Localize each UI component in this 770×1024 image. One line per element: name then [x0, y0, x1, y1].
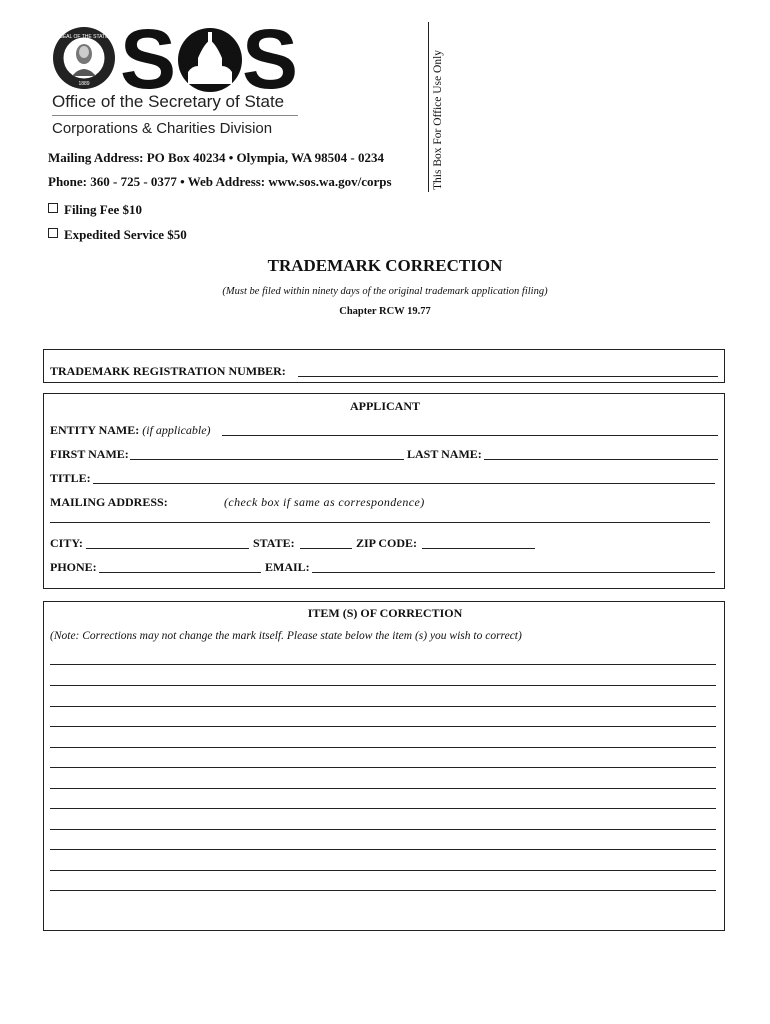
zip-code-label: ZIP CODE: — [356, 536, 418, 550]
correction-heading: ITEM (S) OF CORRECTION — [307, 606, 463, 620]
email-field[interactable] — [312, 572, 715, 573]
phone-web-address: Phone: 360 - 725 - 0377 • Web Address: www.sos.wa.gov/corps — [48, 174, 392, 189]
correction-line-1[interactable] — [50, 664, 716, 665]
phone-field[interactable] — [99, 572, 261, 573]
correction-line-7[interactable] — [50, 788, 716, 789]
expedited-option[interactable] — [48, 227, 187, 243]
form-title: TRADEMARK CORRECTION — [267, 256, 503, 275]
correction-line-2[interactable] — [50, 685, 716, 686]
same-as-correspondence-note[interactable]: (check box if same as correspondence) — [224, 495, 425, 509]
city-field[interactable] — [86, 548, 249, 549]
office-name: Office of the Secretary of State — [52, 92, 285, 111]
correction-section — [43, 601, 725, 931]
title-field[interactable] — [93, 483, 715, 484]
expedited-label: Expedited Service $50 — [64, 227, 187, 242]
email-label: EMAIL: — [265, 560, 310, 574]
state-field[interactable] — [300, 548, 352, 549]
filing-fee-checkbox[interactable] — [48, 203, 58, 213]
state-label: STATE: — [253, 536, 295, 550]
last-name-label: LAST NAME: — [407, 447, 482, 461]
correction-line-8[interactable] — [50, 808, 716, 809]
correction-note: (Note: Corrections may not change the mark itself. Please state below the item (s) you wish to correct) — [50, 630, 522, 642]
correction-line-9[interactable] — [50, 829, 716, 830]
mailing-address-field[interactable] — [50, 522, 710, 523]
entity-name-label: ENTITY NAME: (if applicable) — [50, 423, 211, 437]
filing-fee-option[interactable] — [48, 202, 142, 218]
registration-number-label: TRADEMARK REGISTRATION NUMBER: — [50, 364, 286, 378]
correction-line-6[interactable] — [50, 767, 716, 768]
title-label: TITLE: — [50, 471, 91, 485]
header-divider — [52, 115, 298, 116]
filing-fee-label: Filing Fee $10 — [64, 202, 142, 217]
correction-line-12[interactable] — [50, 890, 716, 891]
correction-line-5[interactable] — [50, 747, 716, 748]
form-subtitle: (Must be filed within ninety days of the original trademark application filing) — [222, 286, 548, 297]
correction-line-3[interactable] — [50, 706, 716, 707]
state-seal-logo — [52, 26, 116, 90]
registration-number-field[interactable] — [298, 376, 718, 377]
expedited-checkbox[interactable] — [48, 228, 58, 238]
first-name-field[interactable] — [130, 459, 404, 460]
office-use-box — [428, 22, 429, 192]
svg-text:S: S — [242, 22, 295, 94]
applicant-heading: APPLICANT — [349, 399, 420, 413]
entity-name-field[interactable] — [222, 435, 718, 436]
svg-text:SEAL OF THE STATE: SEAL OF THE STATE — [59, 34, 109, 40]
phone-label: PHONE: — [50, 560, 97, 574]
mailing-address: Mailing Address: PO Box 40234 • Olympia, WA 98504 - 0234 — [48, 150, 384, 165]
last-name-field[interactable] — [484, 459, 718, 460]
office-use-label: This Box For Office Use Only — [432, 49, 444, 190]
correction-line-11[interactable] — [50, 870, 716, 871]
first-name-label: FIRST NAME: — [50, 447, 129, 461]
city-label: CITY: — [50, 536, 83, 550]
zip-code-field[interactable] — [422, 548, 535, 549]
mailing-address-label: MAILING ADDRESS: — [50, 495, 168, 509]
sos-logo — [118, 22, 300, 94]
chapter-reference: Chapter RCW 19.77 — [339, 306, 431, 317]
correction-line-10[interactable] — [50, 849, 716, 850]
svg-text:S: S — [120, 22, 173, 94]
correction-line-4[interactable] — [50, 726, 716, 727]
svg-text:1889: 1889 — [78, 81, 90, 87]
division-name: Corporations & Charities Division — [52, 120, 273, 137]
